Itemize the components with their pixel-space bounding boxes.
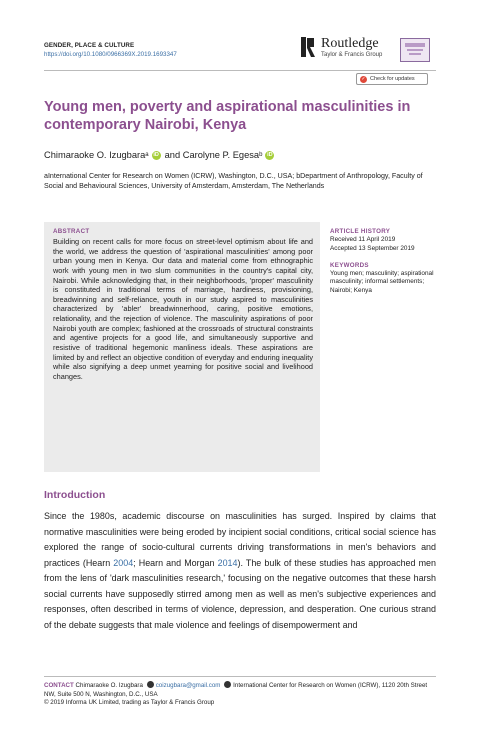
article-sidebar bbox=[330, 228, 440, 296]
author-2[interactable]: Carolyne P. Egesa bbox=[182, 150, 260, 160]
intro-text-1: Since the 1980s, academic discourse on masculinities has surged. Inspired by claims that normative masculinities were being eroded by incipient social conditions, critical social science has explored the range of socio-cultural currents driving transformations in men's behaviors and practices (Hearn bbox=[44, 511, 436, 568]
journal-name: GENDER, PLACE & CULTURE bbox=[44, 42, 135, 49]
copyright: © 2019 Informa UK Limited, trading as Taylor & Francis Group bbox=[44, 699, 215, 706]
header-rule bbox=[44, 70, 436, 71]
author-and: and bbox=[164, 150, 181, 160]
check-updates-label: Check for updates bbox=[370, 76, 415, 82]
doi-link[interactable]: https://doi.org/10.1080/0966369X.2019.1693347 bbox=[44, 50, 177, 58]
author-1[interactable]: Chimaraoke O. Izugbara bbox=[44, 150, 146, 160]
footer-rule bbox=[44, 676, 436, 677]
affiliations: aInternational Center for Research on Women (ICRW), Washington, D.C., USA; bDepartment of Anthropology, Faculty of Social and Behavioural Sciences, University of Amsterdam, Amsterdam, The Netherlands bbox=[44, 172, 423, 190]
contact-org: International Center for Research on Women (ICRW), 1120 20th Street NW, Suite 500 N, Washington, D.C., USA bbox=[44, 682, 428, 698]
abstract-text: Building on recent calls for more focus on street-level optimism about life and the world, we address the question of 'aspirational masculinities' among poor urban young men in Kenya. Our data and material come from ethnographic work with young men in two slum communities in the country's capital city, Nairobi. While acknowledging that, in their neighborhoods, 'proper' masculinity is constituted in traditional terms of marriage, hardiness, provisioning, breadwinning and self-reliance, youth in our study aspired to masculinities characterized by 'abler' breadwinnerhood, caring, positive emotions, relationality, and the rejection of violence. The masculinity aspirations of poor Nairobi youth are complex; fashioned at the crossroads of structural constraints and agentive projects for a good life, and simultaneously supportive and resistive of traditional hegemonic manliness ideals. These aspirations are limited by and reflect an objective condition of everyday and enduring inequality while also signifying a deep unmet yearning for positive social and livelihood changes. bbox=[53, 237, 313, 381]
contact-label: CONTACT bbox=[44, 682, 74, 689]
address-icon bbox=[224, 681, 231, 688]
accepted-date: Accepted 13 September 2019 bbox=[330, 244, 415, 252]
contact-name: Chimaraoke O. Izugbara bbox=[75, 682, 143, 689]
citation-link[interactable]: 2004 bbox=[113, 557, 134, 568]
journal-cover-thumbnail bbox=[400, 38, 430, 62]
citation-link[interactable]: 2014 bbox=[217, 557, 238, 568]
abstract-label: ABSTRACT bbox=[53, 228, 90, 235]
orcid-icon[interactable]: iD bbox=[153, 151, 159, 158]
article-title: Young men, poverty and aspirational masculinities in contemporary Nairobi, Kenya bbox=[44, 99, 411, 133]
intro-heading: Introduction bbox=[44, 489, 106, 501]
cover-icon bbox=[403, 41, 427, 57]
author-1-sup: a bbox=[145, 152, 149, 158]
intro-paragraph bbox=[44, 509, 436, 633]
routledge-logo-icon bbox=[300, 36, 316, 58]
publisher-sub: Taylor & Francis Group bbox=[321, 52, 383, 58]
publisher-logo bbox=[300, 36, 382, 59]
email-icon bbox=[147, 681, 154, 688]
author-2-sup: b bbox=[259, 152, 263, 158]
check-updates-button[interactable] bbox=[356, 73, 428, 85]
history-label: ARTICLE HISTORY bbox=[330, 228, 391, 235]
crossmark-icon: ✓ bbox=[361, 75, 366, 82]
publisher-name: Routledge bbox=[321, 36, 379, 51]
contact-footer bbox=[44, 681, 436, 708]
contact-email[interactable]: coizugbara@gmail.com bbox=[155, 682, 221, 689]
keywords-label: KEYWORDS bbox=[330, 261, 369, 269]
keywords-text: Young men; masculinity; aspirational masculinity; informal settlements; Nairobi; Kenya bbox=[330, 269, 434, 295]
author-line bbox=[44, 149, 278, 161]
orcid-icon[interactable]: iD bbox=[267, 151, 273, 158]
journal-header bbox=[44, 42, 177, 59]
intro-text-2: ; Hearn and Morgan bbox=[133, 557, 218, 568]
intro-text-3: ). The bulk of these studies has approached men from the lens of 'dark masculinities research,' focusing on the negative outcomes that these harsh social currents have supposedly stirred among men as well as men's subjective experiences and responses, often described in terms of violence, depression, and desperation. One curious strand of the debate suggests that male violence and feelings of disempowerment and bbox=[44, 557, 436, 630]
received-date: Received 11 April 2019 bbox=[330, 236, 396, 243]
